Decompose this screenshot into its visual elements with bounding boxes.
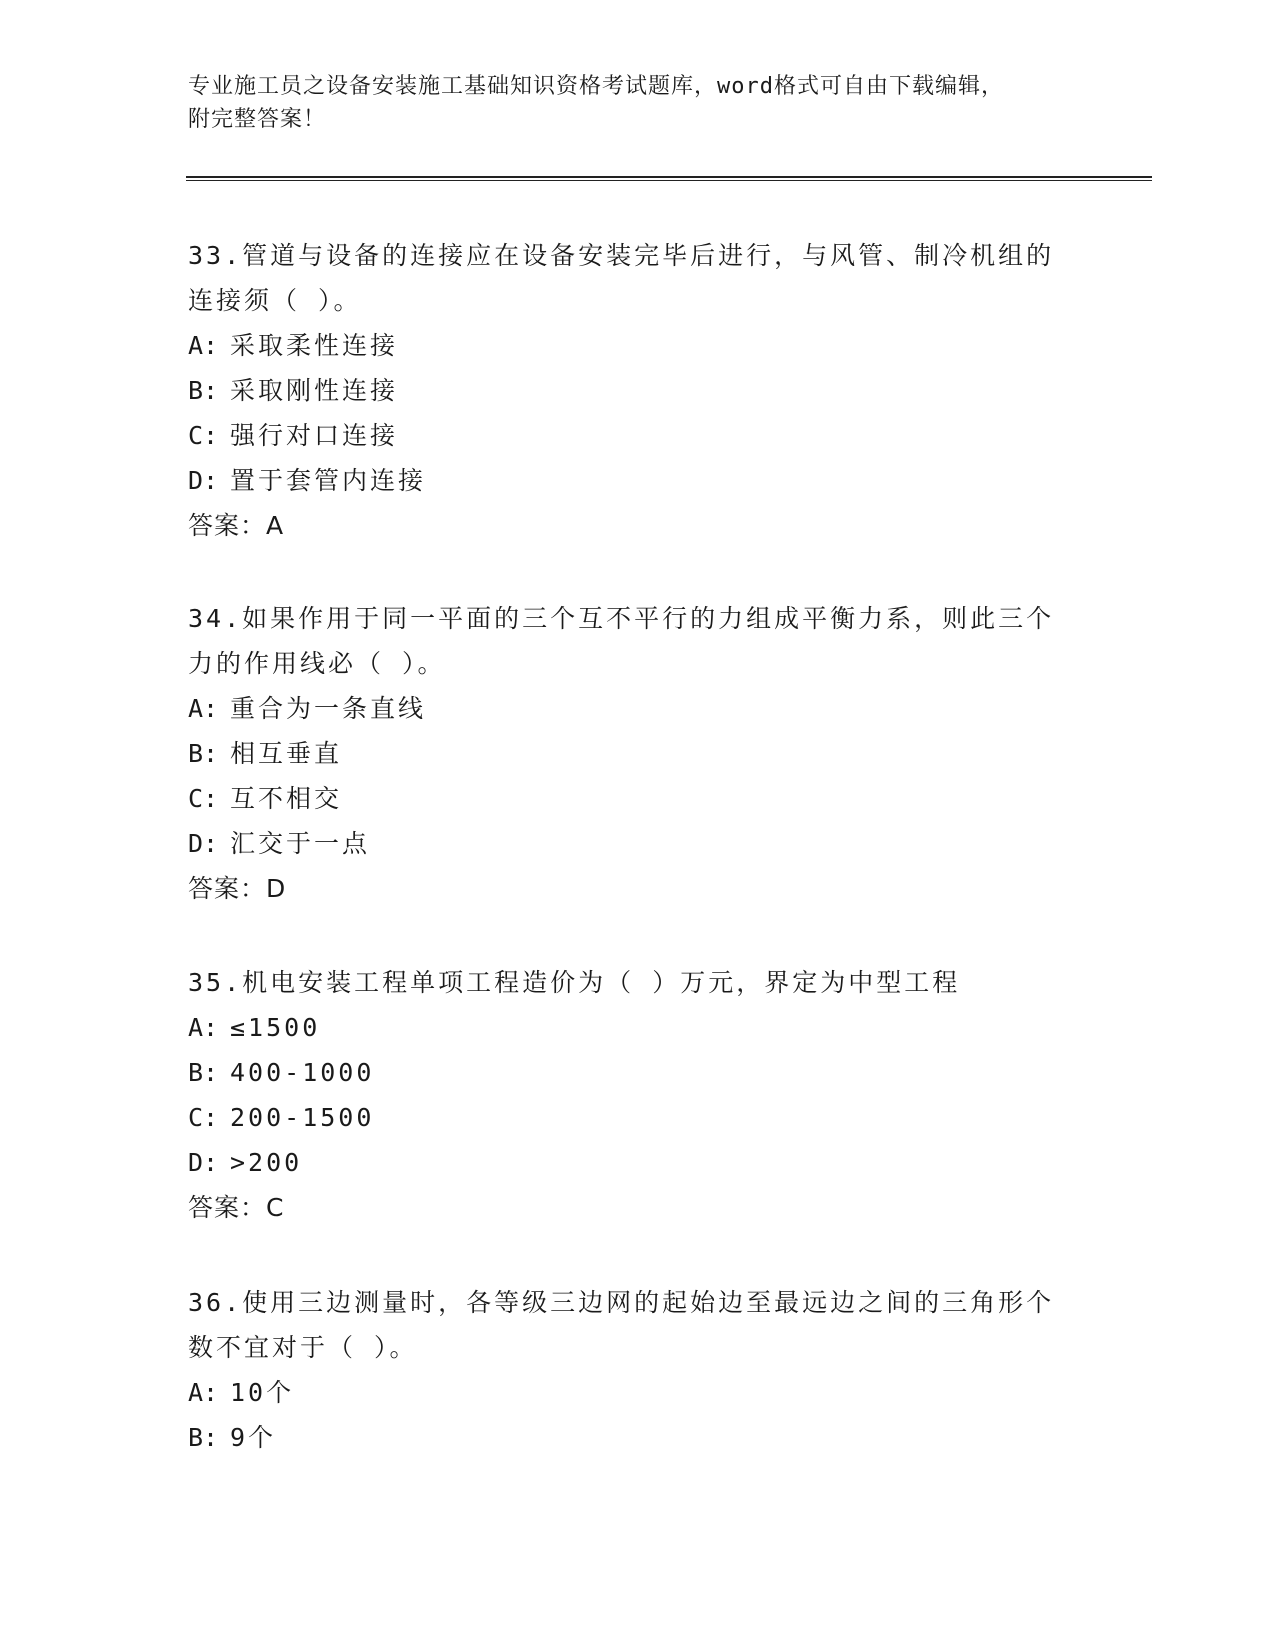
option-b	[188, 1415, 1088, 1460]
option-d	[188, 821, 1088, 866]
option-text: 采取刚性连接	[230, 376, 399, 405]
option-key: A:	[188, 1378, 219, 1407]
option-text: 互不相交	[230, 784, 343, 813]
question-35	[188, 960, 1088, 1231]
option-text: 200-1500	[230, 1103, 375, 1132]
option-key: D:	[188, 1148, 219, 1177]
option-key: B:	[188, 376, 219, 405]
question-stem-line: 力的作用线必（ ）。	[188, 649, 446, 678]
option-key: B:	[188, 739, 219, 768]
option-key: C:	[188, 421, 219, 450]
option-text: 重合为一条直线	[230, 694, 427, 723]
option-a	[188, 1370, 1088, 1415]
header-line-1: 专业施工员之设备安装施工基础知识资格考试题库，word格式可自由下载编辑，	[188, 74, 1004, 99]
header-line-2: 附完整答案！	[188, 107, 327, 132]
option-d	[188, 1140, 1088, 1185]
option-text: ≤1500	[230, 1013, 321, 1042]
option-c	[188, 1095, 1088, 1140]
option-text: 10个	[230, 1378, 295, 1407]
option-key: A:	[188, 694, 219, 723]
option-key: D:	[188, 466, 219, 495]
option-d	[188, 458, 1088, 503]
document-header	[188, 70, 1068, 136]
question-stem-line: 35.机电安装工程单项工程造价为（ ）万元，界定为中型工程	[188, 968, 961, 997]
option-a	[188, 323, 1088, 368]
question-34	[188, 596, 1088, 912]
option-text: 采取柔性连接	[230, 331, 399, 360]
question-stem-line: 34.如果作用于同一平面的三个互不平行的力组成平衡力系，则此三个	[188, 604, 1055, 633]
option-a	[188, 1005, 1088, 1050]
option-text: 强行对口连接	[230, 421, 399, 450]
option-text: 9个	[230, 1423, 277, 1452]
option-key: C:	[188, 784, 219, 813]
option-a	[188, 686, 1088, 731]
answer-label: 答案：C	[188, 1193, 285, 1222]
header-divider	[186, 176, 1152, 181]
option-key: A:	[188, 1013, 219, 1042]
option-key: B:	[188, 1423, 219, 1452]
answer-label: 答案：A	[188, 511, 285, 540]
question-stem-line: 36.使用三边测量时，各等级三边网的起始边至最远边之间的三角形个	[188, 1288, 1055, 1317]
question-stem-line: 连接须（ ）。	[188, 286, 362, 315]
question-36	[188, 1280, 1088, 1460]
option-key: B:	[188, 1058, 219, 1087]
answer-label: 答案：D	[188, 874, 287, 903]
option-text: 相互垂直	[230, 739, 343, 768]
option-text: 400-1000	[230, 1058, 375, 1087]
option-b	[188, 731, 1088, 776]
option-b	[188, 368, 1088, 413]
option-c	[188, 413, 1088, 458]
question-stem-line: 数不宜对于（ ）。	[188, 1333, 418, 1362]
option-text: >200	[230, 1148, 303, 1177]
question-33	[188, 233, 1088, 549]
option-c	[188, 776, 1088, 821]
option-b	[188, 1050, 1088, 1095]
option-text: 汇交于一点	[230, 829, 371, 858]
option-key: C:	[188, 1103, 219, 1132]
option-text: 置于套管内连接	[230, 466, 427, 495]
option-key: A:	[188, 331, 219, 360]
question-stem-line: 33.管道与设备的连接应在设备安装完毕后进行，与风管、制冷机组的	[188, 241, 1055, 270]
option-key: D:	[188, 829, 219, 858]
